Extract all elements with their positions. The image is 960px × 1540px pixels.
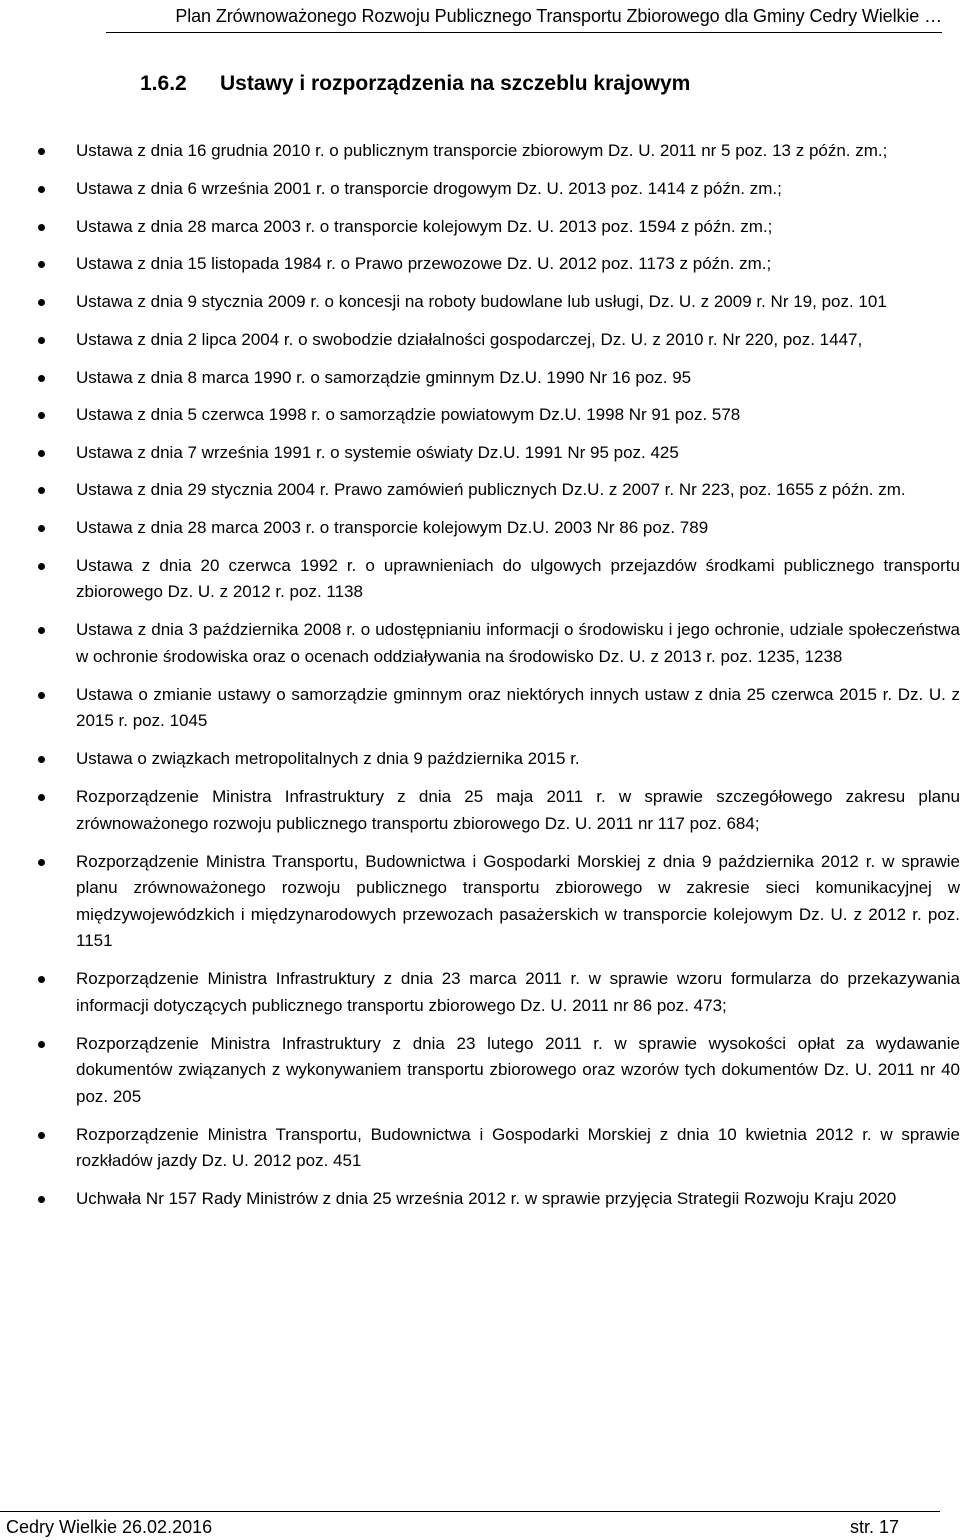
bullet-icon — [38, 375, 45, 382]
bullet-icon — [38, 224, 45, 231]
list-item-text: Ustawa z dnia 20 czerwca 1992 r. o uprawnieniach do ulgowych przejazdów środkami publicznego transportu zbiorowego Dz. U. z 2012 r. poz. 1138 — [76, 555, 960, 601]
list-item-text: Rozporządzenie Ministra Transportu, Budownictwa i Gospodarki Morskiej z dnia 9 października 2012 r. w sprawie planu zrównoważonego rozwoju publicznego transportu zbiorowego w zakresie sieci komunikacyjnej w międzywojewódzkich i międzynarodowych przewozach pasażerskich w transporcie kolejowym Dz. U. z 2012 r. poz. 1151 — [76, 851, 960, 950]
bullet-icon — [38, 563, 45, 570]
list-item-text: Ustawa z dnia 28 marca 2003 r. o transporcie kolejowym Dz.U. 2003 Nr 86 poz. 789 — [76, 518, 709, 537]
bullet-icon — [38, 1196, 45, 1203]
header-divider — [106, 32, 942, 33]
list-item — [76, 365, 960, 392]
bullet-icon — [38, 976, 45, 983]
bullet-icon — [38, 859, 45, 866]
list-item — [76, 477, 960, 504]
page-number: str. 17 — [850, 1517, 900, 1537]
list-item-text: Ustawa z dnia 15 listopada 1984 r. o Prawo przewozowe Dz. U. 2012 poz. 1173 z późn. zm.; — [76, 254, 772, 273]
bullet-icon — [38, 450, 45, 457]
section-number: 1.6.2 — [140, 72, 187, 95]
list-item-text: Ustawa z dnia 2 lipca 2004 r. o swobodzie działalności gospodarczej, Dz. U. z 2010 r. Nr 220, poz. 1447, — [76, 329, 863, 349]
list-item-text: Ustawa z dnia 7 września 1991 r. o systemie oświaty Dz.U. 1991 Nr 95 poz. 425 — [76, 442, 679, 462]
bullet-icon — [38, 261, 45, 268]
bullet-icon — [38, 1041, 45, 1048]
bullet-icon — [38, 692, 45, 699]
list-item — [76, 617, 960, 670]
list-item — [76, 553, 960, 606]
list-item-text: Rozporządzenie Ministra Infrastruktury z dnia 23 lutego 2011 r. w sprawie wysokości opłat za wydawanie dokumentów związanych z wykonywaniem transportu zbiorowego oraz wzorów tych dokumentów Dz. U. 2011 nr 40 poz. 205 — [76, 1033, 960, 1106]
page-header — [0, 0, 960, 34]
list-item-text: Ustawa o związkach metropolitalnych z dnia 9 października 2015 r. — [76, 749, 580, 768]
footer-location-date: Cedry Wielkie 26.02.2016 — [6, 1517, 213, 1537]
bullet-icon — [38, 794, 45, 801]
list-item-text: Rozporządzenie Ministra Infrastruktury z dnia 23 marca 2011 r. w sprawie wzoru formularza do przekazywania informacji dotyczących publicznego transportu zbiorowego Dz. U. 2011 nr 86 poz. 473; — [76, 969, 960, 1015]
list-item-text: Ustawa z dnia 8 marca 1990 r. o samorządzie gminnym Dz.U. 1990 Nr 16 poz. 95 — [76, 367, 692, 387]
list-item — [76, 1186, 960, 1213]
bullet-icon — [38, 525, 45, 532]
list-item-text: Rozporządzenie Ministra Infrastruktury z dnia 25 maja 2011 r. w sprawie szczegółowego zakresu planu zrównoważonego rozwoju publicznego transportu zbiorowego Dz. U. 2011 nr 117 poz. 684; — [76, 787, 960, 833]
list-item-text: Ustawa z dnia 5 czerwca 1998 r. o samorządzie powiatowym Dz.U. 1998 Nr 91 poz. 578 — [76, 405, 741, 424]
legal-acts-list — [76, 138, 960, 1224]
list-item-text: Ustawa z dnia 16 grudnia 2010 r. o publicznym transporcie zbiorowym Dz. U. 2011 nr 5 poz. 13 z późn. zm.; — [76, 141, 888, 160]
list-item-text: Ustawa o zmianie ustawy o samorządzie gminnym oraz niektórych innych ustaw z dnia 25 czerwca 2015 r. Dz. U. z 2015 r. poz. 1045 — [76, 684, 960, 730]
bullet-icon — [38, 487, 45, 494]
list-item — [76, 784, 960, 837]
list-item — [76, 1122, 960, 1175]
bullet-icon — [38, 1132, 45, 1139]
list-item — [76, 515, 960, 542]
document-title: Plan Zrównoważonego Rozwoju Publicznego Transportu Zbiorowego dla Gminy Cedry Wielkie … — [175, 6, 942, 26]
bullet-icon — [38, 412, 45, 419]
footer-divider — [0, 1511, 940, 1512]
list-item — [76, 214, 960, 241]
list-item — [76, 849, 960, 955]
list-item — [76, 327, 960, 354]
bullet-icon — [38, 756, 45, 763]
section-title: Ustawy i rozporządzenia na szczeblu krajowym — [220, 72, 691, 95]
list-item — [76, 682, 960, 735]
bullet-icon — [38, 627, 45, 634]
list-item — [76, 138, 960, 165]
list-item-text: Ustawa z dnia 6 września 2001 r. o transporcie drogowym Dz. U. 2013 poz. 1414 z późn. zm.; — [76, 179, 782, 198]
list-item — [76, 1031, 960, 1111]
list-item-text: Rozporządzenie Ministra Transportu, Budownictwa i Gospodarki Morskiej z dnia 10 kwietnia 2012 r. w sprawie rozkładów jazdy Dz. U. 2012 poz. 451 — [76, 1124, 960, 1170]
bullet-icon — [38, 337, 45, 344]
list-item — [76, 251, 960, 278]
list-item-text: Ustawa z dnia 3 października 2008 r. o udostępnianiu informacji o środowisku i jego ochronie, udziale społeczeństwa w ochronie środowiska oraz o ocenach oddziaływania na środowisko Dz. U. z 2013 r. poz. 1235, 1238 — [76, 620, 960, 666]
list-item-text: Uchwała Nr 157 Rady Ministrów z dnia 25 września 2012 r. w sprawie przyjęcia Strategii Rozwoju Kraju 2020 — [76, 1189, 897, 1208]
list-item — [76, 176, 960, 203]
list-item — [76, 746, 960, 773]
list-item-text: Ustawa z dnia 29 stycznia 2004 r. Prawo zamówień publicznych Dz.U. z 2007 r. Nr 223, poz. 1655 z późn. zm. — [76, 480, 906, 499]
list-item — [76, 289, 960, 316]
list-item-text: Ustawa z dnia 28 marca 2003 r. o transporcie kolejowym Dz. U. 2013 poz. 1594 z późn. zm.; — [76, 216, 773, 236]
section-heading — [140, 70, 690, 98]
list-item-text: Ustawa z dnia 9 stycznia 2009 r. o koncesji na roboty budowlane lub usługi, Dz. U. z 2009 r. Nr 19, poz. 101 — [76, 291, 887, 311]
list-item — [76, 966, 960, 1019]
bullet-icon — [38, 148, 45, 155]
bullet-icon — [38, 299, 45, 306]
bullet-icon — [38, 186, 45, 193]
list-item — [76, 402, 960, 429]
list-item — [76, 440, 960, 467]
